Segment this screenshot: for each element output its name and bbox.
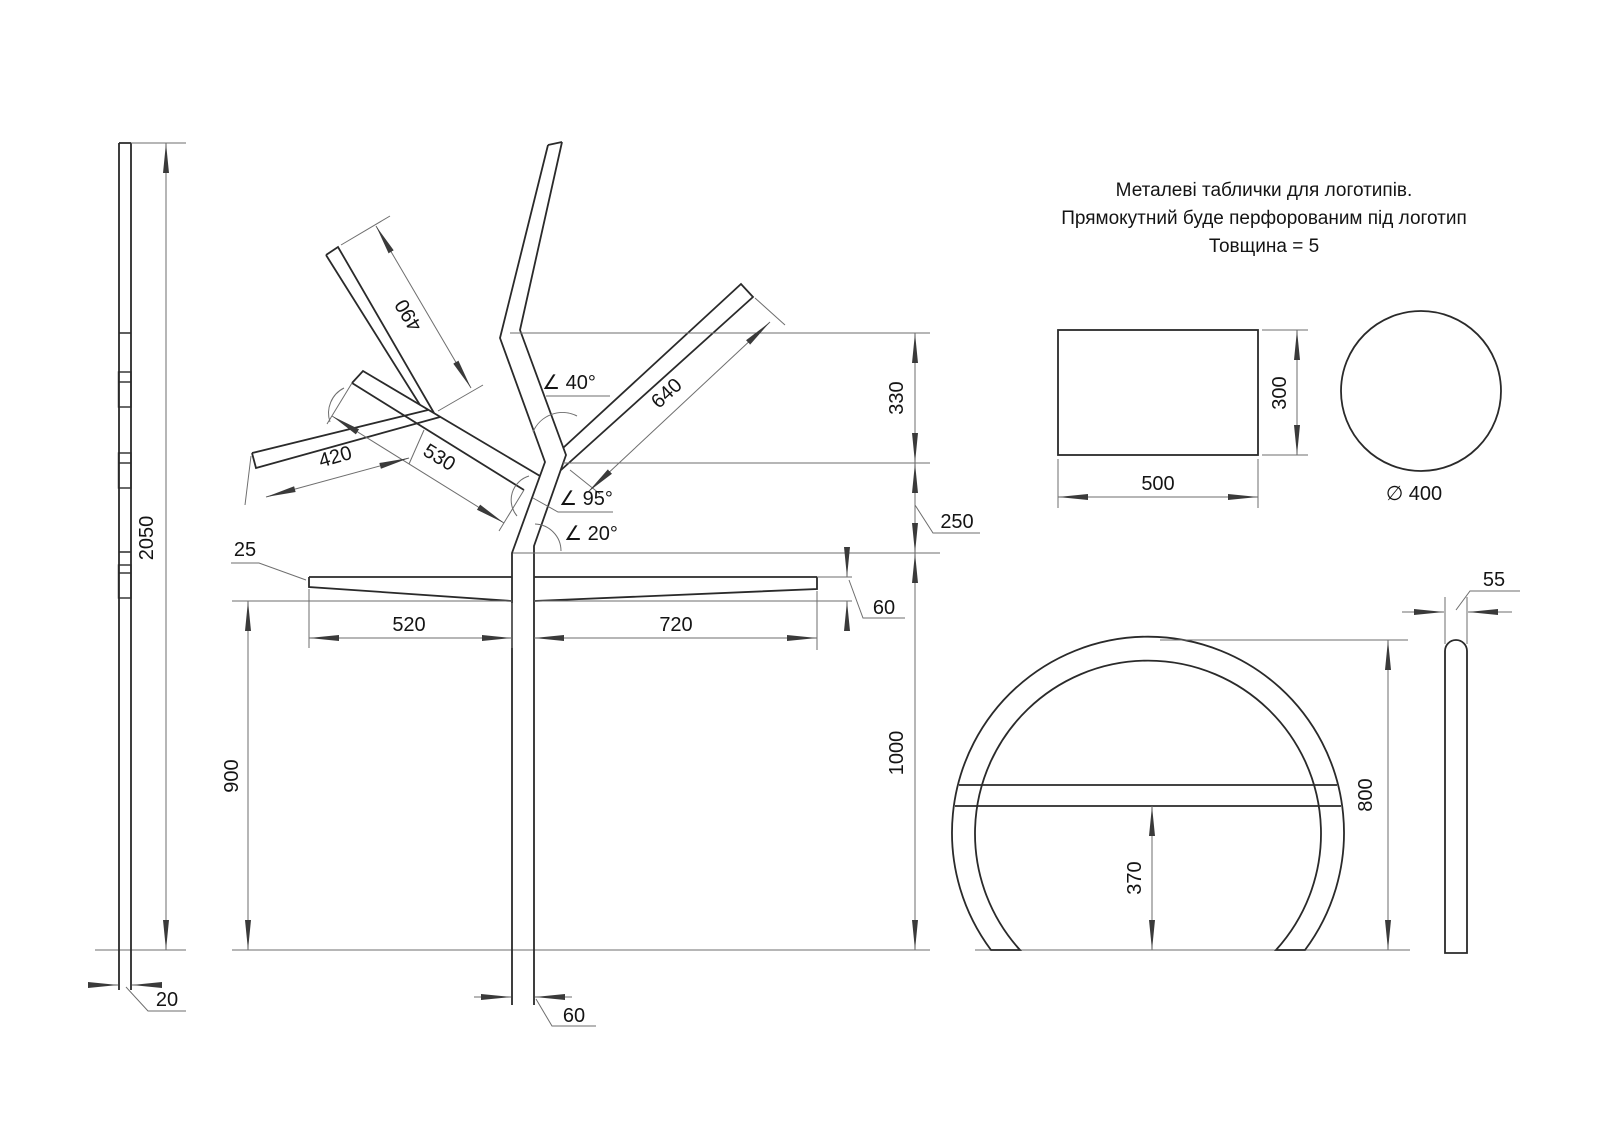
notes-block [1061,180,1467,257]
ring-thickness-view [1402,569,1520,953]
front-view [221,142,980,1027]
dim-370-label: 370 [1124,861,1146,895]
dim-800-label: 800 [1355,778,1377,812]
angle-40-label: ∠ 40° [542,372,596,394]
branch-section-3 [119,565,132,598]
dim-330-label: 330 [886,381,908,415]
trunk-top-cap [548,142,562,145]
round-plate-view [1341,311,1501,505]
dim-640-label: 640 [647,374,687,414]
branch-section-1 [119,372,132,407]
round-plate-outline [1341,311,1501,471]
dim-line-640 [588,322,770,492]
dim-25-label: 25 [233,539,257,561]
dim-60arm-label: 60 [872,597,896,619]
dim-250-label: 250 [940,511,974,533]
side-plate-outline [119,143,131,990]
branch-section-2 [119,453,132,488]
dim-diameter-label: ∅ 400 [1385,483,1443,505]
dim-720-label: 720 [659,614,693,636]
ext-55 [1445,597,1467,644]
dim-line-530 [332,416,504,523]
angle-95-label: ∠ 95° [559,488,613,510]
arc-20 [535,524,561,551]
dim-1000-label: 1000 [886,730,908,776]
tree-structure [252,142,817,1005]
note-line-3: Товщина = 5 [1208,236,1320,257]
note-line-2: Прямокутний буде перфорованим під логотип [1061,208,1467,229]
front-view-dimensions [221,216,980,1027]
dim-60trunk-label: 60 [562,1005,586,1027]
thin-bar-outline [1445,640,1467,953]
dim-500-label: 500 [1141,473,1175,495]
rect-plate-outline [1058,330,1258,455]
dim-20-label: 20 [155,989,179,1011]
dim-420-label: 420 [316,442,355,473]
leader-55 [1456,591,1520,610]
note-line-1: Металеві таблички для логотипів. [1115,180,1413,201]
trunk-left-edge [500,145,548,1005]
trunk-right-edge [520,142,566,1005]
dim-2050-label: 2050 [136,515,158,561]
angle-20-label: ∠ 20° [564,523,618,545]
side-view-dimensions [90,143,186,1011]
side-plate-branch-marks [119,333,132,598]
rect-plate-view [1058,330,1308,508]
leader-25 [231,563,306,580]
dim-300-label: 300 [1269,376,1291,410]
ring-crossbar [955,785,1341,806]
dim-530-label: 530 [419,439,460,476]
dim-490-label: 490 [390,295,427,336]
ext-arms [309,589,817,650]
arm-right-outline [534,577,817,601]
side-view [90,143,186,1011]
ring-view [952,637,1408,950]
branch-tick-lines [119,333,131,552]
arm-left-outline [309,577,512,601]
arc-40 [533,413,577,432]
dim-900-label: 900 [221,759,243,793]
dim-520-label: 520 [392,614,426,636]
ring-outline [952,637,1344,950]
dim-55-label: 55 [1482,569,1506,591]
